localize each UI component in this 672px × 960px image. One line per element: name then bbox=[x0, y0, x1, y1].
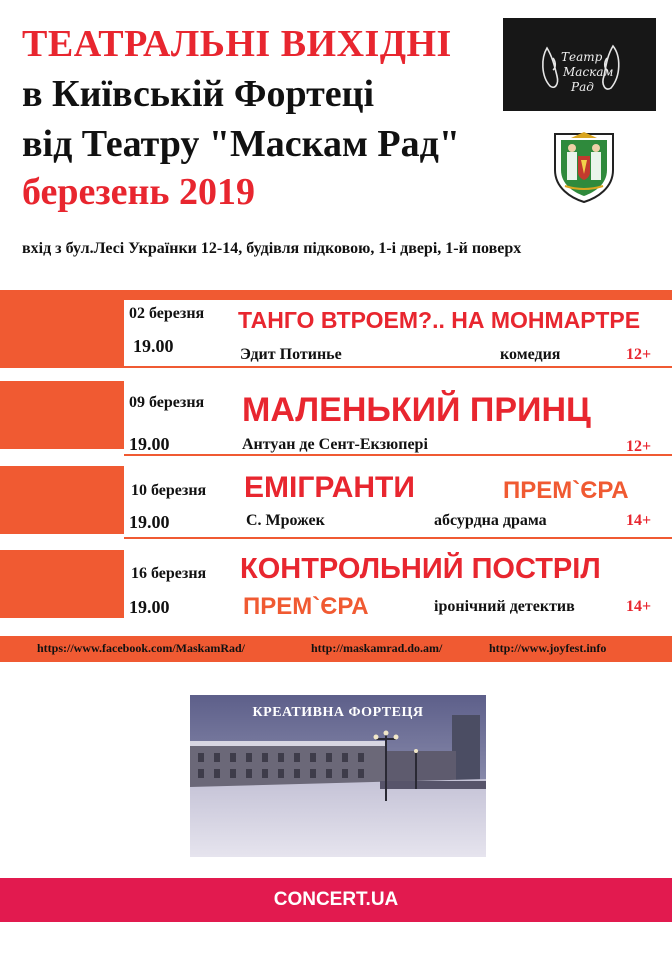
event-1-title: ТАНГО ВТРОЕМ?.. НА МОНМАРТРЕ bbox=[238, 307, 641, 333]
event-4-genre: іронічний детектив bbox=[434, 598, 575, 615]
event-4-date: 16 березня bbox=[131, 565, 207, 582]
event-3-age-rating: 14+ bbox=[626, 512, 652, 529]
event-2-date: 09 березня bbox=[129, 394, 205, 411]
event-4-time: 19.00 bbox=[129, 597, 170, 617]
event-1-time: 19.00 bbox=[133, 336, 174, 356]
event-1-divider bbox=[124, 366, 672, 368]
joyfest-link[interactable]: http://www.joyfest.info bbox=[489, 641, 607, 655]
event-3-genre: абсурдна драма bbox=[434, 512, 547, 529]
event-2-title: МАЛЕНЬКИЙ ПРИНЦ bbox=[242, 391, 591, 429]
facebook-link[interactable]: https://www.facebook.com/MaskamRad/ bbox=[37, 641, 246, 655]
event-2-divider bbox=[124, 454, 672, 456]
event-2-age-rating: 12+ bbox=[626, 438, 652, 455]
fortress-photo bbox=[190, 695, 486, 857]
program-top-rule bbox=[0, 290, 672, 300]
logo-word-3: Рад bbox=[571, 80, 594, 94]
event-3-title: ЕМІГРАНТИ bbox=[244, 471, 415, 504]
logo-word-1: Театр bbox=[561, 50, 603, 64]
theatre-logo bbox=[503, 18, 656, 111]
event-2-accent-bar bbox=[0, 381, 124, 449]
event-1-author: Эдит Потинье bbox=[240, 346, 342, 363]
logo-word-2: Маскам bbox=[563, 65, 614, 79]
event-1-genre: комедия bbox=[500, 346, 561, 363]
event-3-divider bbox=[124, 537, 672, 539]
event-3-date: 10 березня bbox=[131, 482, 207, 499]
event-1-accent-bar bbox=[0, 300, 124, 368]
event-3-accent-bar bbox=[0, 466, 124, 534]
event-2-time: 19.00 bbox=[129, 434, 170, 454]
concert-ua-logo[interactable]: CONCERT.UA bbox=[273, 889, 399, 910]
event-3-premiere-badge: ПРЕМ`ЄРА bbox=[503, 477, 629, 504]
event-1-age-rating: 12+ bbox=[626, 346, 652, 363]
photo-caption: КРЕАТИВНА ФОРТЕЦЯ bbox=[252, 705, 424, 720]
event-4-accent-bar bbox=[0, 550, 124, 618]
poster-title: ТЕАТРАЛЬНІ ВИХІДНІ bbox=[22, 23, 452, 65]
venue-address: вхід з бул.Лесі Українки 12-14, будівля підковою, 1-і двері, 1-й поверх bbox=[22, 240, 522, 257]
poster-subtitle-venue: в Київській Фортеці bbox=[22, 73, 375, 115]
footer-banner bbox=[0, 878, 672, 922]
poster-subtitle-theatre: від Театру "Маскам Рад" bbox=[22, 123, 460, 165]
event-4-title: КОНТРОЛЬНИЙ ПОСТРІЛ bbox=[240, 553, 601, 585]
event-3-time: 19.00 bbox=[129, 512, 170, 532]
event-4-age-rating: 14+ bbox=[626, 598, 652, 615]
event-2-author: Антуан де Сент-Екзюпері bbox=[242, 436, 428, 453]
event-4-premiere-badge: ПРЕМ`ЄРА bbox=[243, 593, 369, 620]
coat-of-arms-icon bbox=[551, 130, 617, 204]
event-3-author: С. Мрожек bbox=[246, 512, 325, 529]
event-1-date: 02 березня bbox=[129, 305, 205, 322]
poster-month: березень 2019 bbox=[22, 171, 255, 213]
website-link[interactable]: http://maskamrad.do.am/ bbox=[311, 641, 443, 655]
